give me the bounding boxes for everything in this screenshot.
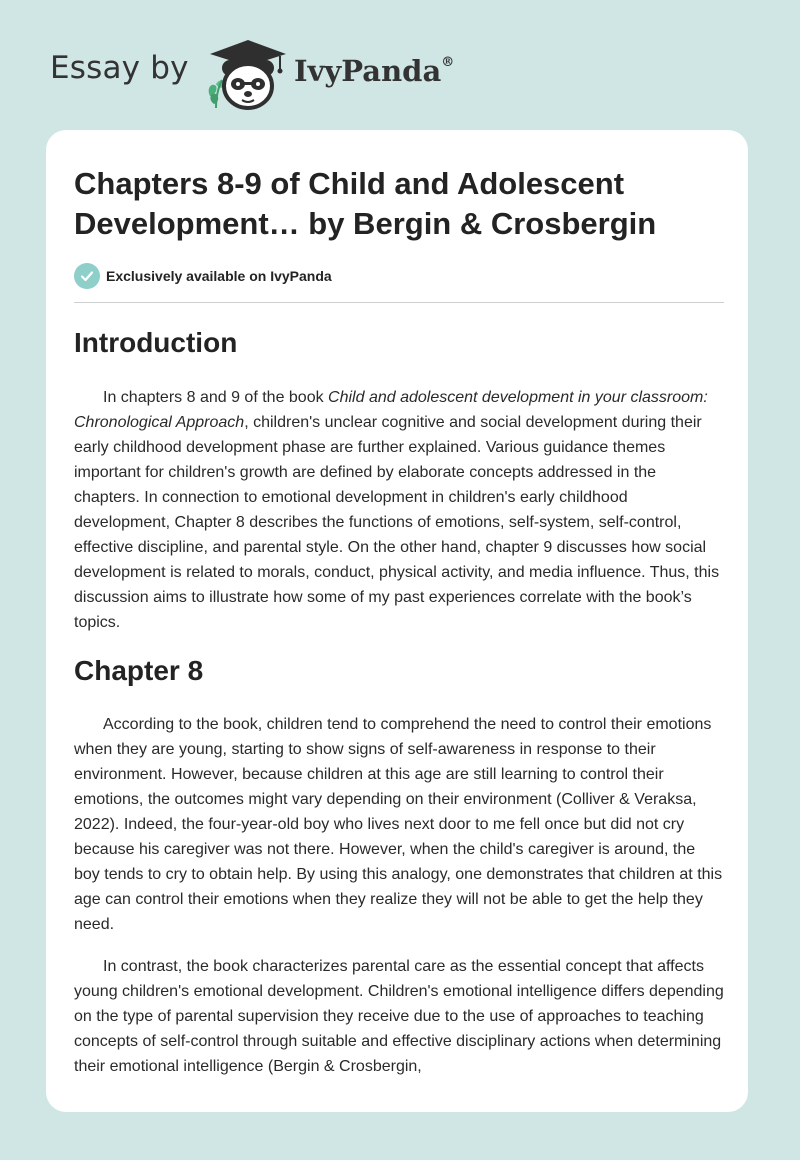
divider bbox=[74, 302, 724, 303]
panda-graduate-icon[interactable] bbox=[200, 34, 292, 112]
site-header bbox=[0, 0, 800, 120]
article-card bbox=[46, 130, 748, 1112]
essay-by-label: Essay by bbox=[50, 50, 189, 86]
chapter-8-paragraph-1: According to the book, children tend to comprehend the need to control their emotions when they are young, starting to show signs of self-awareness in response to their environment. However, because children at this age are still learning to control their emotions, the outcomes might vary depending on their environment (Colliver & Veraksa, 2022). Indeed, the four-year-old boy who lives next door to me fell once but did not cry because his caregiver was not there. However, when the child's caregiver is around, the boy tends to cry to obtain help. By using this analogy, one demonstrates that children at this age can control their emotions when they realize they will not be able to get the help they need. bbox=[74, 716, 723, 933]
exclusive-badge-label: Exclusively available on IvyPanda bbox=[106, 268, 332, 284]
chapter-8-paragraph-2: In contrast, the book characterizes parental care as the essential concept that affects young children's emotional development. Children's emotional intelligence differs depending on the type of parental supervision they receive due to the use of approaches to teaching concepts of self-control through suitable and effective disciplinary actions when determining their emotional intelligence (Bergin & Crosbergin, bbox=[74, 958, 724, 1075]
section-heading-chapter-8: Chapter 8 bbox=[74, 655, 204, 686]
exclusive-badge bbox=[74, 262, 332, 290]
book-title: Child and adolescent development in your classroom: Chronological Approach bbox=[74, 389, 708, 431]
brand-name[interactable]: IvyPanda® bbox=[294, 54, 455, 88]
article-title: Chapters 8-9 of Child and Adolescent Development… by Bergin & Crosbergin bbox=[74, 166, 657, 241]
check-icon bbox=[74, 263, 100, 289]
intro-paragraph: In chapters 8 and 9 of the book Child and adolescent development in your classroom: Chronological Approach, children's unclear cognitive and social development during their early childhood development phase are further explained. Various guidance themes important for children's growth are defined by elaborate concepts addressed in the chapters. In connection to emotional development in children's early childhood development, Chapter 8 describes the functions of emotions, self-system, self-control, effective discipline, and parental style. On the other hand, chapter 9 discusses how social development is related to morals, conduct, physical activity, and media influence. Thus, this discussion aims to illustrate how some of my past experiences correlate with the book’s topics. bbox=[74, 389, 720, 631]
section-heading-introduction: Introduction bbox=[74, 327, 238, 358]
